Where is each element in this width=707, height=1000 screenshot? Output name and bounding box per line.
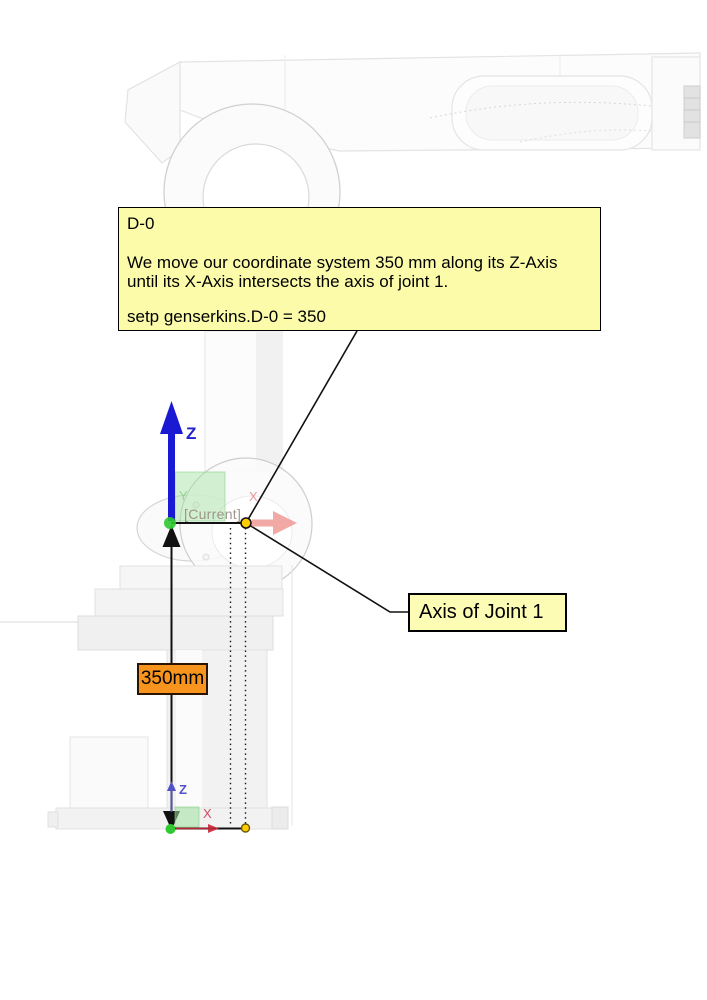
- d0-callout-box: [118, 207, 601, 331]
- d0-body-line1: We move our coordinate system 350 mm along its Z-Axis: [127, 253, 558, 272]
- y-axis-upper-faint-label: Y: [179, 488, 188, 503]
- robot-base-render: [0, 331, 312, 829]
- dimension-350mm-label: [137, 663, 208, 695]
- joint-axis-point: [241, 518, 251, 528]
- dimension-350mm-text: 350mm: [140, 668, 205, 689]
- x-axis-lower-label: X: [203, 806, 212, 821]
- z-axis-upper-label: Z: [186, 424, 197, 443]
- z-axis-lower-label: Z: [179, 782, 187, 797]
- current-frame-label: [Current]: [184, 506, 242, 522]
- x-axis-upper-faint-label: X: [249, 489, 258, 504]
- joint-axis-point-bottom: [242, 824, 250, 832]
- d0-command: setp genserkins.D-0 = 350: [127, 307, 326, 326]
- origin-point-bottom: [166, 824, 176, 834]
- origin-point: [164, 517, 176, 529]
- base-frame-square: [175, 807, 199, 827]
- axis-of-joint-1-text: Axis of Joint 1: [419, 601, 544, 623]
- axis-of-joint-1-label: [408, 593, 567, 632]
- d0-title: D-0: [127, 214, 155, 233]
- d0-body-line2: until its X-Axis intersects the axis of joint 1.: [127, 272, 449, 291]
